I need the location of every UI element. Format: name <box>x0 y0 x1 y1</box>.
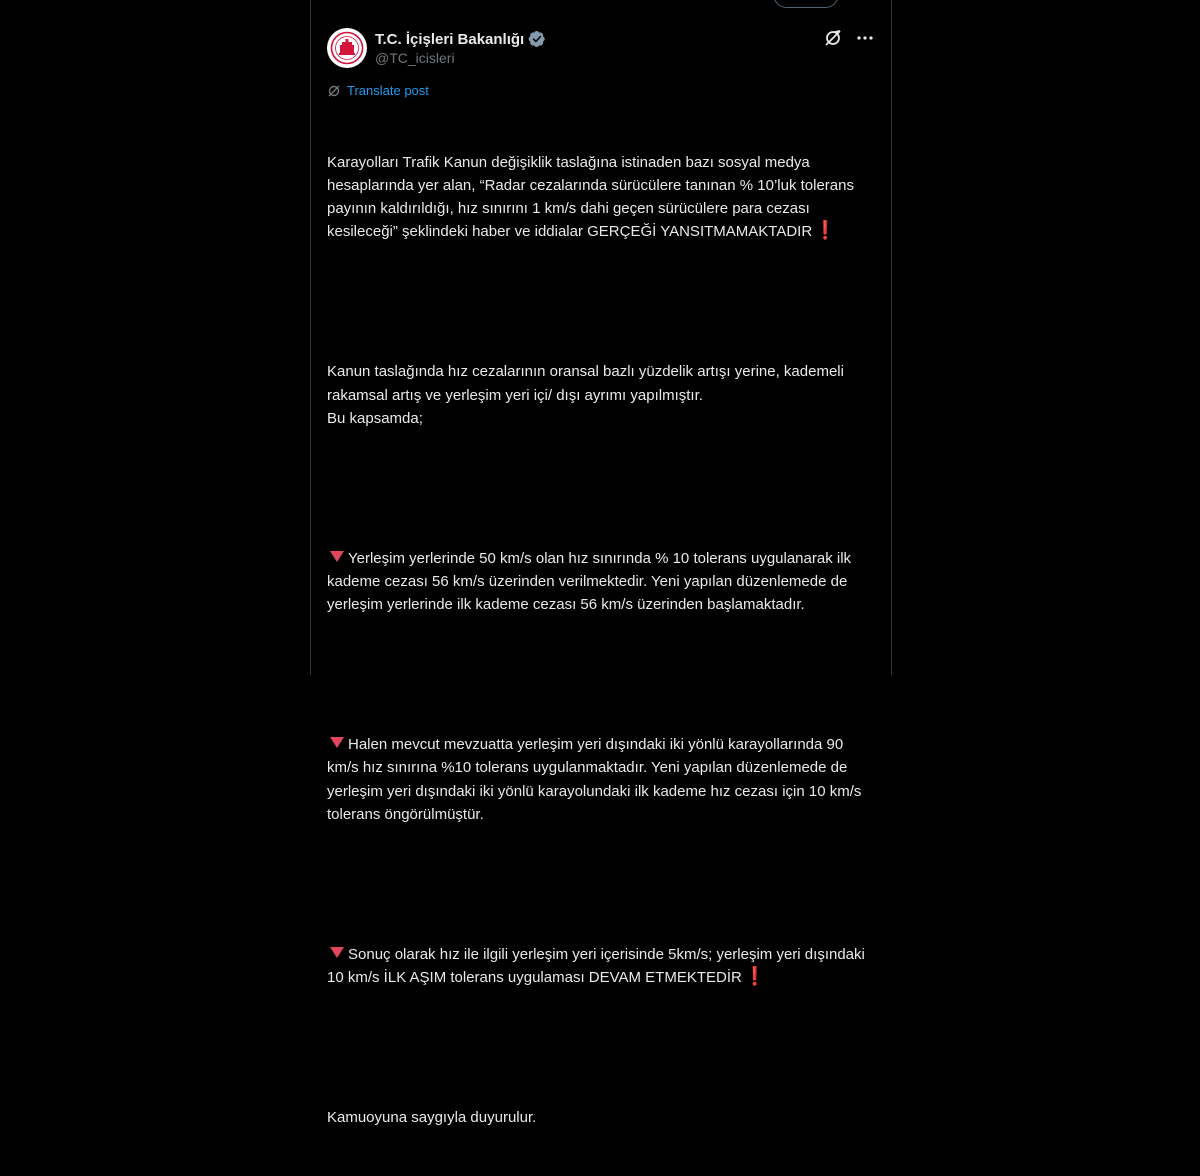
red-triangle-down-icon <box>330 947 344 958</box>
paragraph-2: Kanun taslağında hız cezalarının oransal bazlı yüzdelik artışı yerine, kademeli rakamsal artış ve yerleşim yeri içi/ dışı ayrımı yapılmıştır. Bu kapsamda; <box>327 363 844 427</box>
paragraph-4-text: Halen mevcut mevzuatta yerleşim yeri dışındaki iki yönlü karayollarında 90 km/s hız sınırına %10 tolerans uygulanmaktadır. Yeni yapılan düzenlemede de yerleşim yeri dışındaki iki yönlü karayolundaki ilk kademe hız cezası için 10 km/s tolerans öngörülmüştür. <box>327 736 866 823</box>
translate-post-link[interactable] <box>327 83 429 98</box>
avatar[interactable] <box>327 28 367 68</box>
author-name[interactable]: T.C. İçişleri Bakanlığı <box>375 30 525 48</box>
paragraph-5 <box>327 943 879 990</box>
post-header <box>327 28 875 68</box>
paragraph-6: Kamuoyuna saygıyla duyurulur. <box>327 1108 537 1126</box>
paragraph-1 <box>327 151 879 244</box>
red-exclamation-icon: ❗ <box>743 965 767 986</box>
grok-icon[interactable] <box>823 28 843 48</box>
paragraph-3 <box>327 547 879 617</box>
top-pill-button[interactable] <box>773 0 839 8</box>
post-column <box>310 0 892 1126</box>
paragraph-1-text: Karayolları Trafik Kanun değişiklik taslağına istinaden bazı sosyal medya hesaplarında yer alan, “Radar cezalarında sürücülere tanınan % 10’luk tolerans payının kaldırıldığı, hız sınırını 1 km/s dahi geçen sürücülere para cezası kesileceği” şeklindeki haber ve iddialar GERÇEĞİ YANSITMAMAKTADIR <box>327 153 859 241</box>
paragraph-4 <box>327 733 879 826</box>
red-triangle-down-icon <box>330 737 344 748</box>
paragraph-5-text: Sonuç olarak hız ile ilgili yerleşim yeri içerisinde 5km/s; yerleşim yeri dışındaki 10 km/s İLK AŞIM tolerans uygulaması DEVAM ETMEKTEDİR <box>327 945 870 986</box>
red-exclamation-icon: ❗ <box>814 220 837 241</box>
more-icon[interactable] <box>855 28 875 48</box>
verified-badge-icon <box>528 30 546 48</box>
translate-label: Translate post <box>347 83 429 98</box>
post-body <box>327 104 879 1176</box>
translate-icon <box>327 84 341 98</box>
ministry-logo-icon <box>330 31 364 65</box>
author-handle[interactable]: @TC_icisleri <box>375 50 455 66</box>
paragraph-3-text: Yerleşim yerlerinde 50 km/s olan hız sınırında % 10 tolerans uygulanarak ilk kademe cezası 56 km/s üzerinden verilmektedir. Yeni yapılan düzenlemede de yerleşim yerlerinde ilk kademe cezası 56 km/s üzerinden başlamaktadır. <box>327 549 856 614</box>
red-triangle-down-icon <box>330 551 344 562</box>
